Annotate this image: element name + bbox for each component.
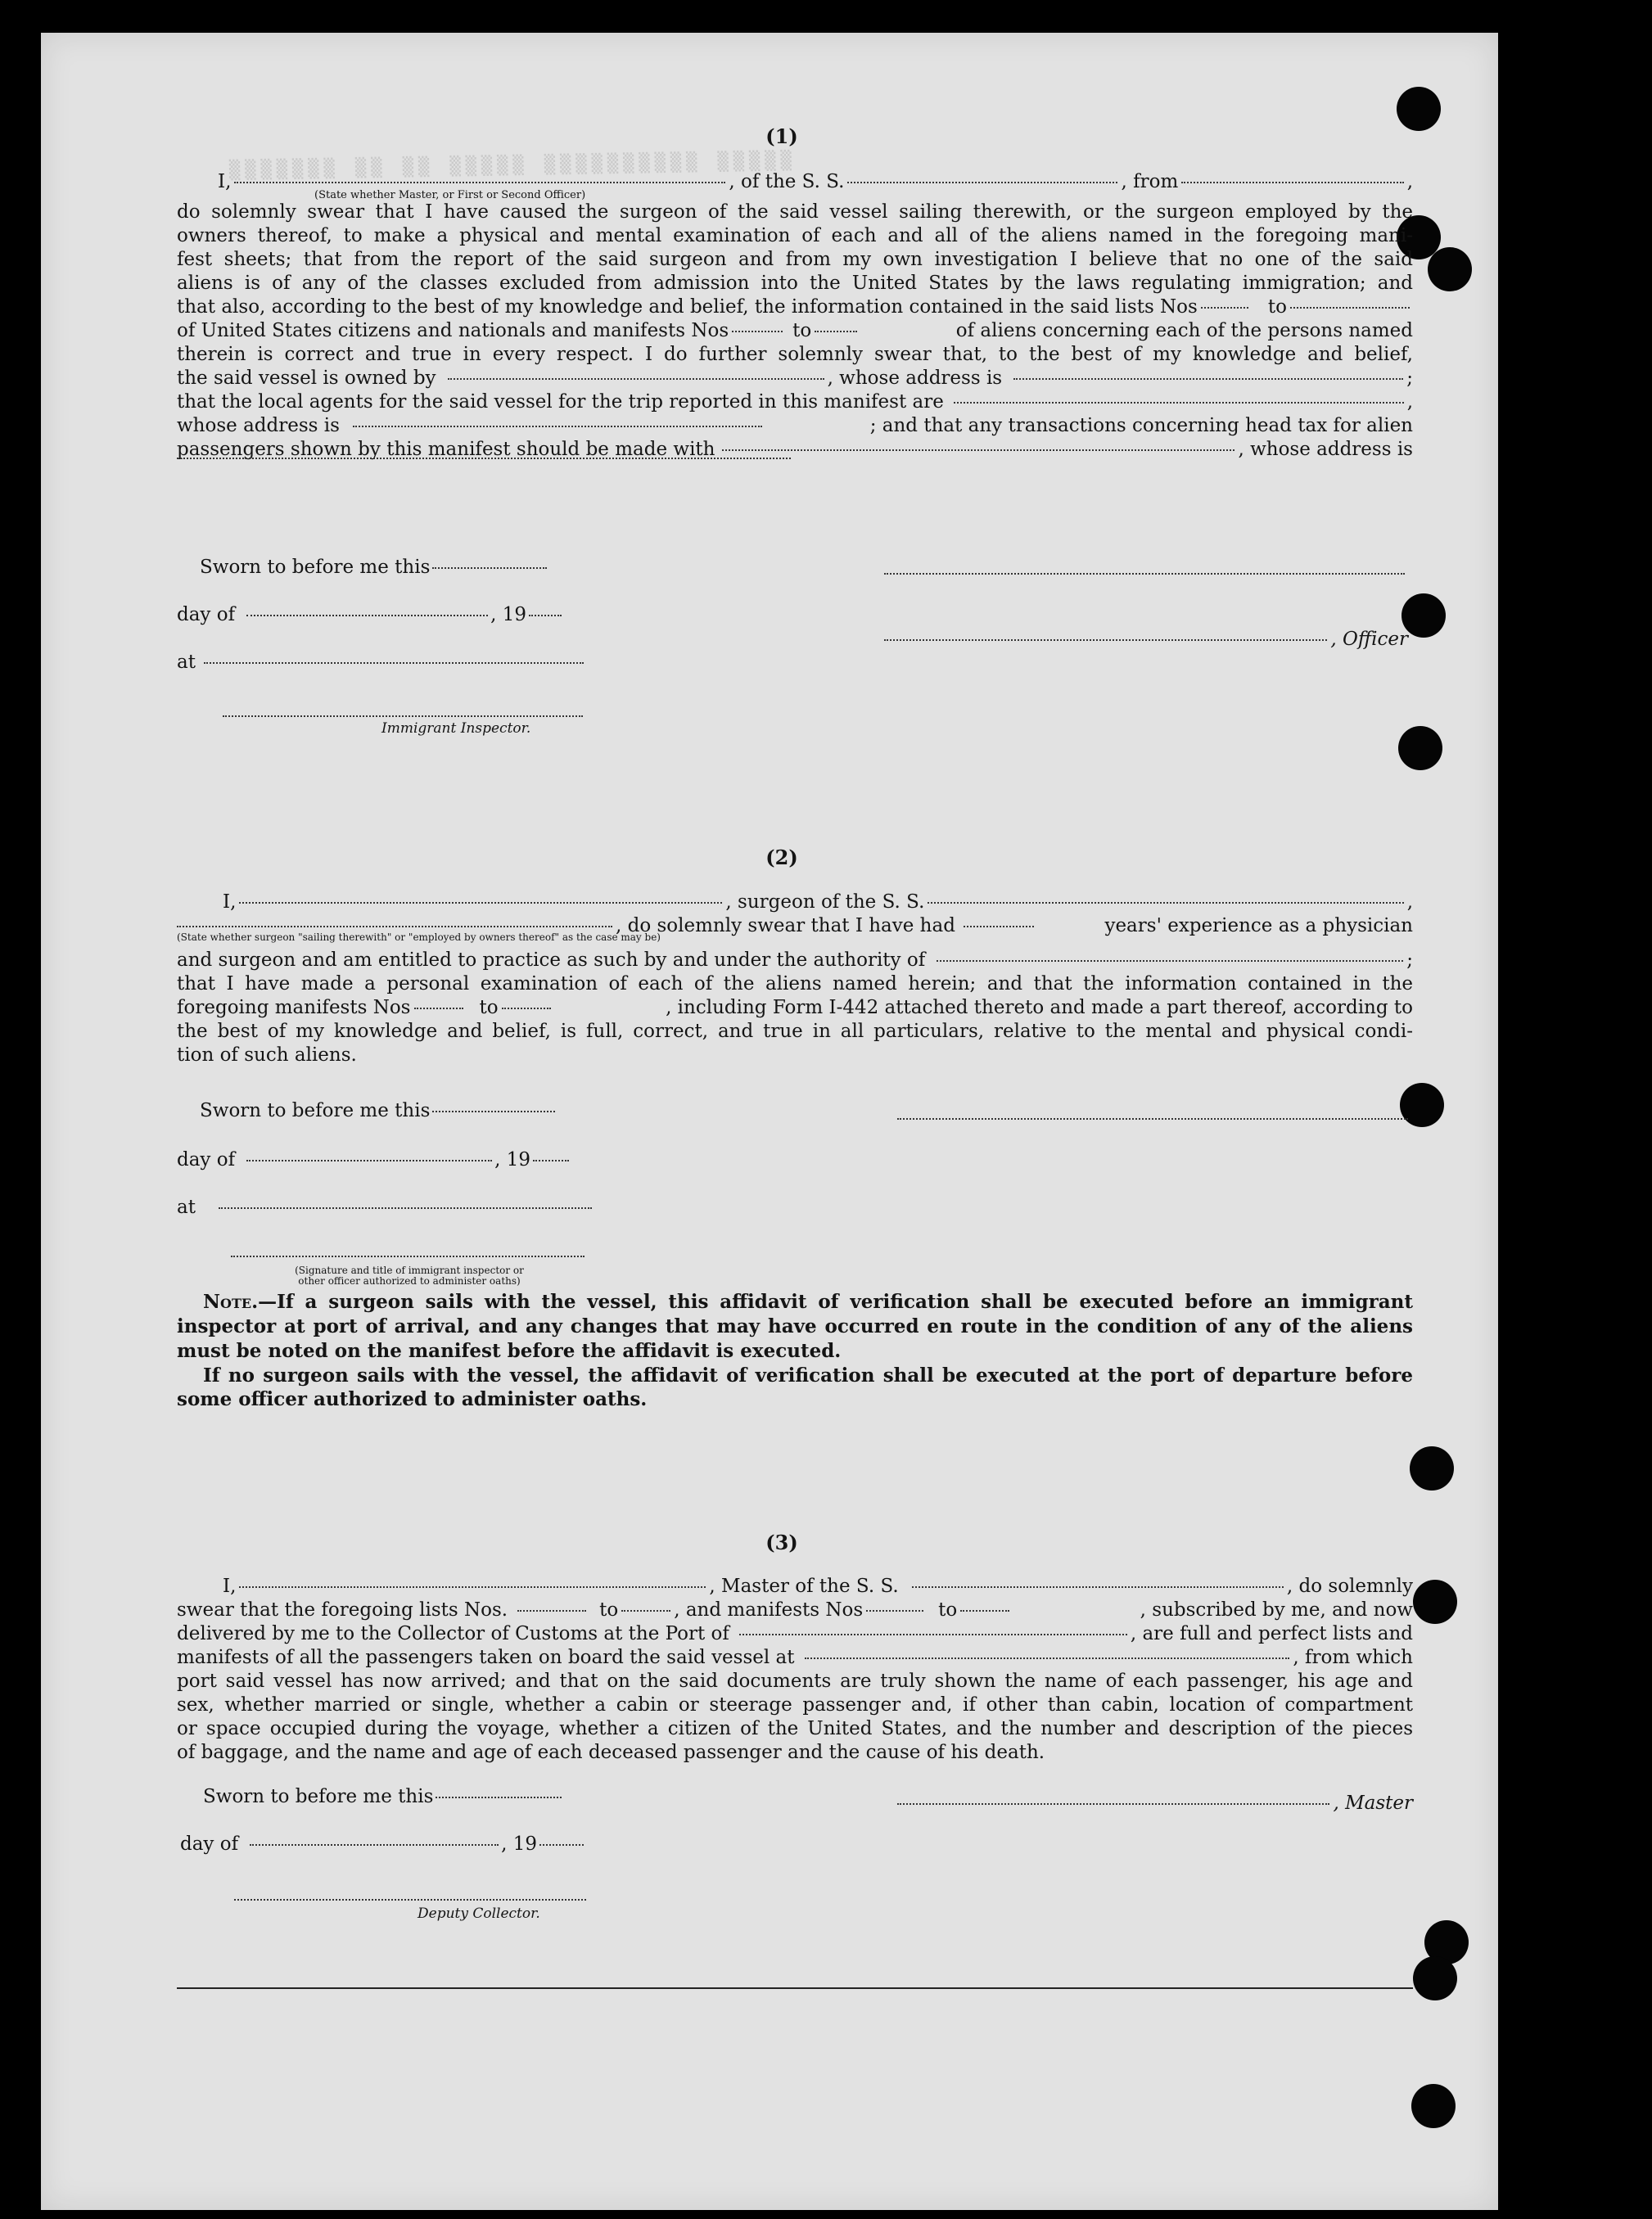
- s1-headtax-field[interactable]: [722, 449, 1235, 451]
- s2-day-field[interactable]: [246, 1160, 492, 1161]
- s2-para-line: the best of my knowledge and belief, is full, correct, and true in all particulars, relative to the mental and physical condi-: [177, 1021, 1413, 1042]
- punch-hole: [1398, 726, 1442, 770]
- s2-note-text: —If a surgeon sails with the vessel, this affidavit of verification shall be executed before an immigrant inspector at port of arrival, and any changes that may have occurred en route in the condition of any of the aliens must be noted on the manifest before the affidavit is executed.: [177, 1291, 1413, 1362]
- section-3-number: (3): [765, 1531, 798, 1554]
- s2-surgeon-name-field[interactable]: [239, 902, 722, 904]
- s2-note-text-2: If no surgeon sails with the vessel, the affidavit of verification shall be executed at the port of departure before some officer authorized to administer oaths.: [177, 1364, 1413, 1410]
- s3-line-port: delivered by me to the Collector of Customs at the Port of , are full and perfect lists and: [177, 1623, 1413, 1644]
- s1-officer-note: (State whether Master, or First or Second Officer): [314, 189, 586, 201]
- s1-para-line: do solemnly swear that I have caused the surgeon of the said vessel sailing therewith, or the surgeon employed by the: [177, 201, 1413, 223]
- s1-line-lists: that also, according to the best of my knowledge and belief, the information contained in the said lists Nos to: [177, 295, 1413, 319]
- s1-lists-to-field[interactable]: [1290, 307, 1410, 309]
- s1-inspector-line[interactable]: [223, 715, 583, 717]
- s1-inspector-caption: Immigrant Inspector.: [381, 720, 531, 737]
- s2-years-field[interactable]: [964, 926, 1034, 927]
- s3-year-field[interactable]: [539, 1844, 584, 1846]
- s1-sworn: Sworn to before me this: [200, 557, 549, 578]
- s3-collector-line[interactable]: [234, 1899, 586, 1901]
- s2-at-field[interactable]: [219, 1207, 592, 1209]
- s2-at: at: [177, 1197, 594, 1218]
- section-3: [177, 1575, 1413, 1765]
- s3-sworn-date-field[interactable]: [436, 1797, 562, 1798]
- s3-para-line: or space occupied during the voyage, whether a citizen of the United States, and the number and description of the pieces: [177, 1718, 1413, 1739]
- s1-officer-sig-field[interactable]: [884, 639, 1327, 641]
- s1-line-address: [177, 462, 1413, 480]
- s2-para-line: tion of such aliens.: [177, 1044, 357, 1066]
- s1-owner-field[interactable]: [448, 378, 824, 380]
- punch-hole: [1413, 1580, 1457, 1624]
- s1-i: I,: [218, 171, 232, 192]
- manifest-page: [41, 33, 1498, 2210]
- s2-type-note: (State whether surgeon "sailing therewith" or "employed by owners thereof" as the case may be): [177, 931, 661, 943]
- s2-authority-field[interactable]: [937, 960, 1403, 962]
- s2-day-of: day of , 19: [177, 1149, 571, 1170]
- s2-line-swear: , do solemnly swear that I have had years' experience as a physician: [177, 914, 1413, 938]
- s2-sworn-date-field[interactable]: [432, 1111, 555, 1112]
- s3-day-field[interactable]: [250, 1844, 499, 1846]
- punch-hole: [1428, 247, 1472, 291]
- s2-surgeon-type-field[interactable]: [177, 926, 612, 927]
- bottom-rule: [177, 1987, 1413, 1989]
- s2-note: [177, 1290, 1413, 1411]
- s3-lists-to-field[interactable]: [621, 1610, 670, 1612]
- s1-ship-field[interactable]: [847, 182, 1117, 183]
- s3-master-sig-field[interactable]: [897, 1803, 1329, 1805]
- s1-line-citizens: of United States citizens and nationals and manifests Nos to of aliens concerning each of the persons named: [177, 320, 1413, 341]
- s1-year-field[interactable]: [529, 615, 562, 616]
- s3-para-line: sex, whether married or single, whether a cabin or steerage passenger and, if other than cabin, location of compartment: [177, 1694, 1413, 1716]
- s3-manifests-from-field[interactable]: [866, 1610, 923, 1612]
- s1-manifests-to-field[interactable]: [815, 331, 857, 332]
- punch-hole: [1400, 1083, 1444, 1127]
- s1-line-passengers: passengers shown by this manifest should be made with , whose address is: [177, 439, 1413, 460]
- s1-agents-field[interactable]: [954, 402, 1404, 404]
- s1-day-field[interactable]: [246, 615, 488, 616]
- s1-line-owned: the said vessel is owned by , whose address is ;: [177, 368, 1413, 389]
- s1-manifests-from-field[interactable]: [732, 331, 783, 332]
- s2-inspector-line[interactable]: [231, 1256, 585, 1257]
- s2-year-field[interactable]: [533, 1160, 569, 1161]
- s1-agents-address-field[interactable]: [353, 426, 762, 427]
- s2-line-manifests: foregoing manifests Nos to , including Form I-442 attached thereto and made a part thereof, according to: [177, 997, 1413, 1018]
- punch-hole: [1410, 1446, 1454, 1491]
- section-2: [177, 891, 1413, 1067]
- s2-signature-line[interactable]: [897, 1118, 1408, 1120]
- s3-lists-from-field[interactable]: [517, 1610, 586, 1612]
- s1-para-line: aliens is of any of the classes excluded from admission into the United States by the laws regulating immigration; and: [177, 273, 1413, 294]
- punch-hole: [1401, 593, 1446, 638]
- s1-at-field[interactable]: [204, 662, 584, 664]
- s2-ship-field[interactable]: [928, 902, 1403, 904]
- s1-from: , from: [1121, 171, 1179, 192]
- s2-line-authority: and surgeon and am entitled to practice as such by and under the authority of ;: [177, 949, 1413, 971]
- s1-of-ss: , of the S. S.: [729, 171, 845, 192]
- s2-note-label: Note.: [203, 1291, 259, 1313]
- s2-sworn: Sworn to before me this: [200, 1100, 557, 1121]
- punch-hole: [1411, 2084, 1456, 2128]
- s3-ship-field[interactable]: [912, 1586, 1284, 1588]
- s3-line-lists: swear that the foregoing lists Nos. to , and manifests Nos to , subscribed by me, and now: [177, 1599, 1413, 1621]
- s2-manifests-to-field[interactable]: [502, 1008, 551, 1009]
- s3-line-taken: manifests of all the passengers taken on board the said vessel at , from which: [177, 1647, 1413, 1668]
- s3-master-name-field[interactable]: [239, 1586, 706, 1588]
- s1-officer-sig: , Officer: [884, 629, 1408, 650]
- s3-port-field[interactable]: [739, 1634, 1127, 1635]
- s1-at: at: [177, 652, 586, 673]
- s1-from-field[interactable]: [1181, 182, 1403, 183]
- s2-inspector-caption: (Signature and title of immigrant inspector or other officer authorized to administer oaths): [295, 1265, 524, 1287]
- s1-para-line: fest sheets; that from the report of the said surgeon and from my own investigation I believe that no one of the said: [177, 249, 1413, 270]
- s1-para-line: therein is correct and true in every respect. I do further solemnly swear that, to the best of my knowledge and belief,: [177, 344, 1413, 365]
- s3-manifests-to-field[interactable]: [960, 1610, 1009, 1612]
- s1-officer-field[interactable]: [234, 182, 725, 183]
- s3-master-sig: , Master: [897, 1793, 1413, 1814]
- s2-manifests-from-field[interactable]: [414, 1008, 463, 1009]
- section-1: [177, 170, 1413, 480]
- s1-day-of: day of , 19: [177, 604, 564, 625]
- show-through-text: ▒▒▒▒▒▒▒ ▒▒ ▒▒ ▒▒▒▒▒ ▒▒▒▒▒▒▒▒▒▒ ▒▒▒▒▒: [228, 151, 797, 182]
- s3-embark-port-field[interactable]: [805, 1657, 1290, 1659]
- s3-sworn: Sworn to before me this: [203, 1786, 564, 1807]
- s1-line-agents: that the local agents for the said vessel for the trip reported in this manifest are ,: [177, 391, 1413, 413]
- s1-para-line: owners thereof, to make a physical and mental examination of each and all of the aliens named in the foregoing mani-: [177, 225, 1413, 246]
- s1-lists-from-field[interactable]: [1201, 307, 1248, 309]
- s1-signature-line[interactable]: [884, 573, 1405, 575]
- section-1-number: (1): [765, 124, 798, 148]
- s3-para-line: port said vessel has now arrived; and that on the said documents are truly shown the name of each passenger, his age and: [177, 1671, 1413, 1692]
- s3-line-master: I, , Master of the S. S. , do solemnly: [223, 1576, 1413, 1597]
- s1-owner-address-field[interactable]: [1013, 378, 1403, 380]
- s3-day-of: day of , 19: [180, 1833, 586, 1855]
- punch-hole: [1413, 1956, 1457, 2000]
- s3-collector-caption: Deputy Collector.: [418, 1906, 540, 1922]
- s1-line-whose: whose address is ; and that any transactions concerning head tax for alien: [177, 415, 1413, 436]
- s1-headtax-address-field[interactable]: [177, 458, 791, 459]
- s2-line-surgeon: I, , surgeon of the S. S. ,: [223, 891, 1413, 913]
- section-2-number: (2): [765, 846, 798, 869]
- s1-sworn-date-field[interactable]: [432, 567, 547, 569]
- s2-para-line: that I have made a personal examination of each of the aliens named herein; and that the information contained in the: [177, 973, 1413, 994]
- s3-para-line: of baggage, and the name and age of each deceased passenger and the cause of his death.: [177, 1742, 1045, 1763]
- s1-line-master: I, , of the S. S. , from ,: [177, 170, 1413, 194]
